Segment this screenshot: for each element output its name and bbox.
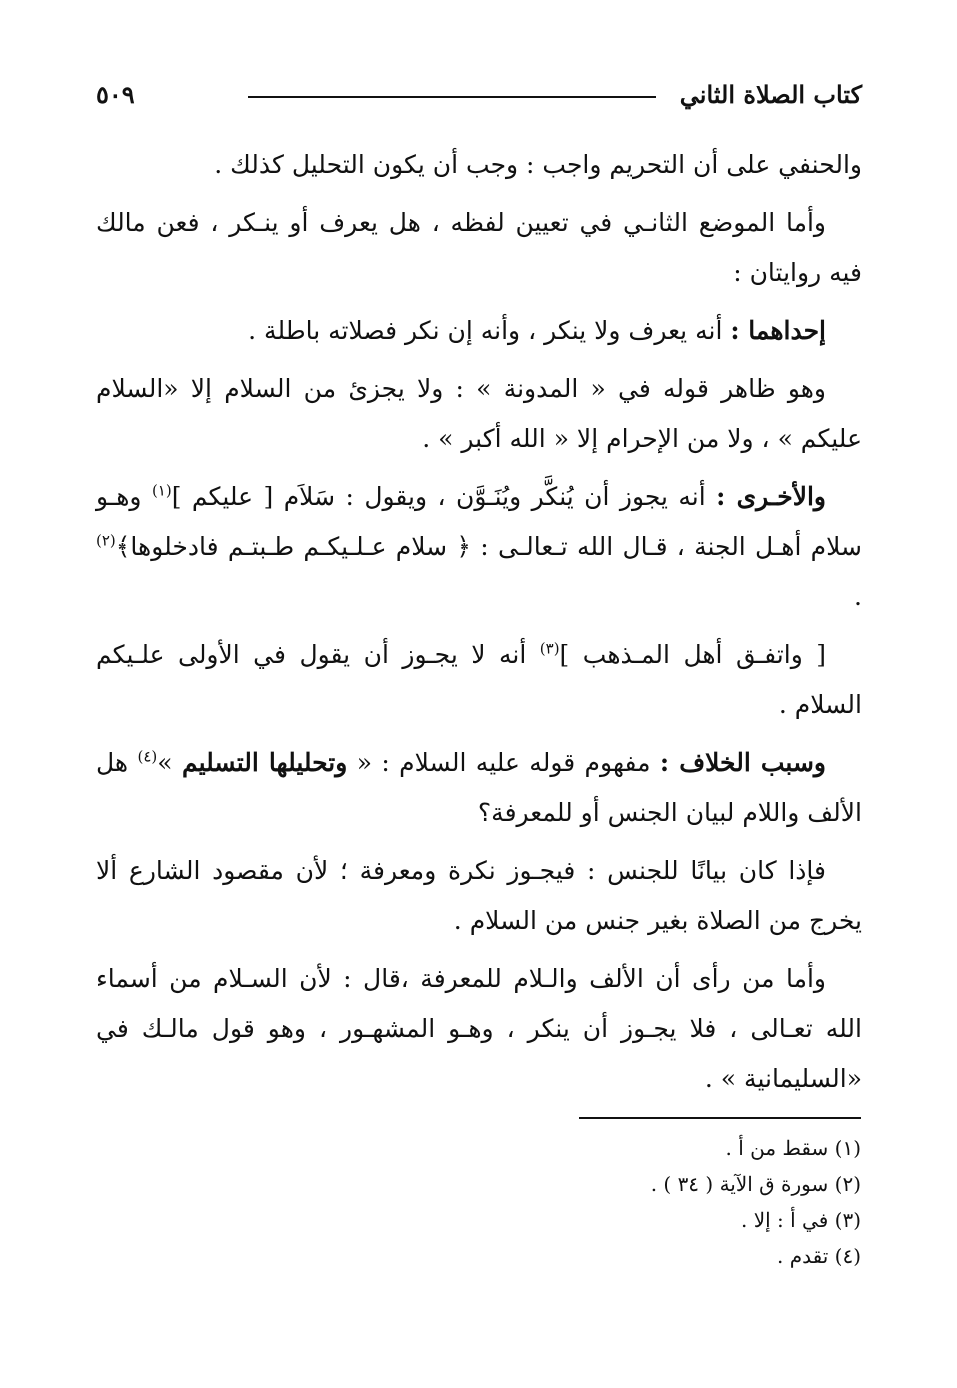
paragraph-text: وهـو سلام أهـل الجنة ، قـال الله تـعالـى : ﴿ سلام عـلـيكـم طـبتـم فادخلوها﴾ (96, 482, 862, 561)
hadith-quote: وتحليلها التسليم (181, 748, 348, 777)
paragraph-text: » (157, 748, 182, 777)
paragraph-text: [ واتفـق أهل المـذهب ] (559, 640, 826, 669)
footnote: (٢) سورة ق الآية ( ٣٤ ) . (650, 1172, 861, 1196)
term-heading: والأخـرى : (716, 482, 826, 511)
footnote-ref: (٢) (96, 531, 116, 550)
paragraph-text: مفهوم قوله عليه السلام : « (347, 748, 660, 777)
paragraph-text: فإذا كان بيانًا للجنس : فيجـوز نكرة ومعرفة ؛ لأن مقصود الشارع ألا يخرج من الصلاة بغير جنس من السلام . (96, 856, 862, 935)
paragraph (96, 306, 862, 356)
paragraph (96, 198, 862, 298)
paragraph (96, 472, 862, 622)
footnote-ref: (٣) (539, 639, 560, 658)
footnote: (١) سقط من أ . (725, 1136, 861, 1160)
paragraph (96, 954, 862, 1104)
paragraph-text: أنه لا يجـوز أن يقول في الأولى علـيكم السلام . (96, 640, 862, 719)
footnote-ref: (٤) (137, 747, 158, 766)
paragraph-text: وهو ظاهر قوله في « المدونة » : ولا يجزئ من السلام إلا «السلام عليكم » ، ولا من الإحرام إلا « الله أكبر » . (96, 374, 862, 453)
paragraph-text: هل الألف واللام لبيان الجنس أو للمعرفة؟ (96, 748, 862, 827)
page-number: ٥٠٩ (96, 80, 135, 109)
footnote: (٤) تقدم . (776, 1244, 861, 1268)
footnote-rule (579, 1117, 861, 1119)
paragraph-text: . (854, 582, 862, 611)
paragraph (96, 364, 862, 464)
paragraph (96, 630, 862, 730)
paragraph (96, 846, 862, 946)
paragraph-text: وأما من رأى أن الألف والـلام للمعرفة ،قال : لأن السـلام من أسماء الله تعـالى ، فلا يجـوز أن ينكر ، وهـو المشهـور ، وهو قول مالـك في «السليمانية » . (96, 964, 862, 1093)
paragraph-text: أنه يعرف ولا ينكر ، وأنه إن نكر فصلاته باطلة . (248, 316, 731, 345)
paragraph (96, 738, 862, 838)
footnotes (361, 1130, 861, 1274)
footnote-ref: (١) (151, 481, 172, 500)
paragraph-text: والحنفي على أن التحريم واجب : وجب أن يكون التحليل كذلك . (214, 150, 862, 179)
paragraph-text: أنه يجوز أن يُنكَّر ويُنَـوَّن ، ويقول : سَلاَم [ عليكم ] (171, 482, 717, 511)
paragraph-text: وأما الموضع الثانـي في تعيين لفظه ، هل يعرف أو ينـكر ، فعن مالك فيه روايتان : (96, 208, 862, 287)
header-rule (248, 96, 656, 98)
book-title: كتاب الصلاة الثاني (679, 80, 862, 109)
footnote: (٣) في أ : إلا . (741, 1208, 861, 1232)
page-header (96, 80, 862, 120)
term-heading: إحداهما : (730, 316, 826, 345)
paragraph (96, 140, 862, 190)
term-heading: وسبب الخلاف : (659, 748, 826, 777)
main-text (96, 140, 862, 1112)
